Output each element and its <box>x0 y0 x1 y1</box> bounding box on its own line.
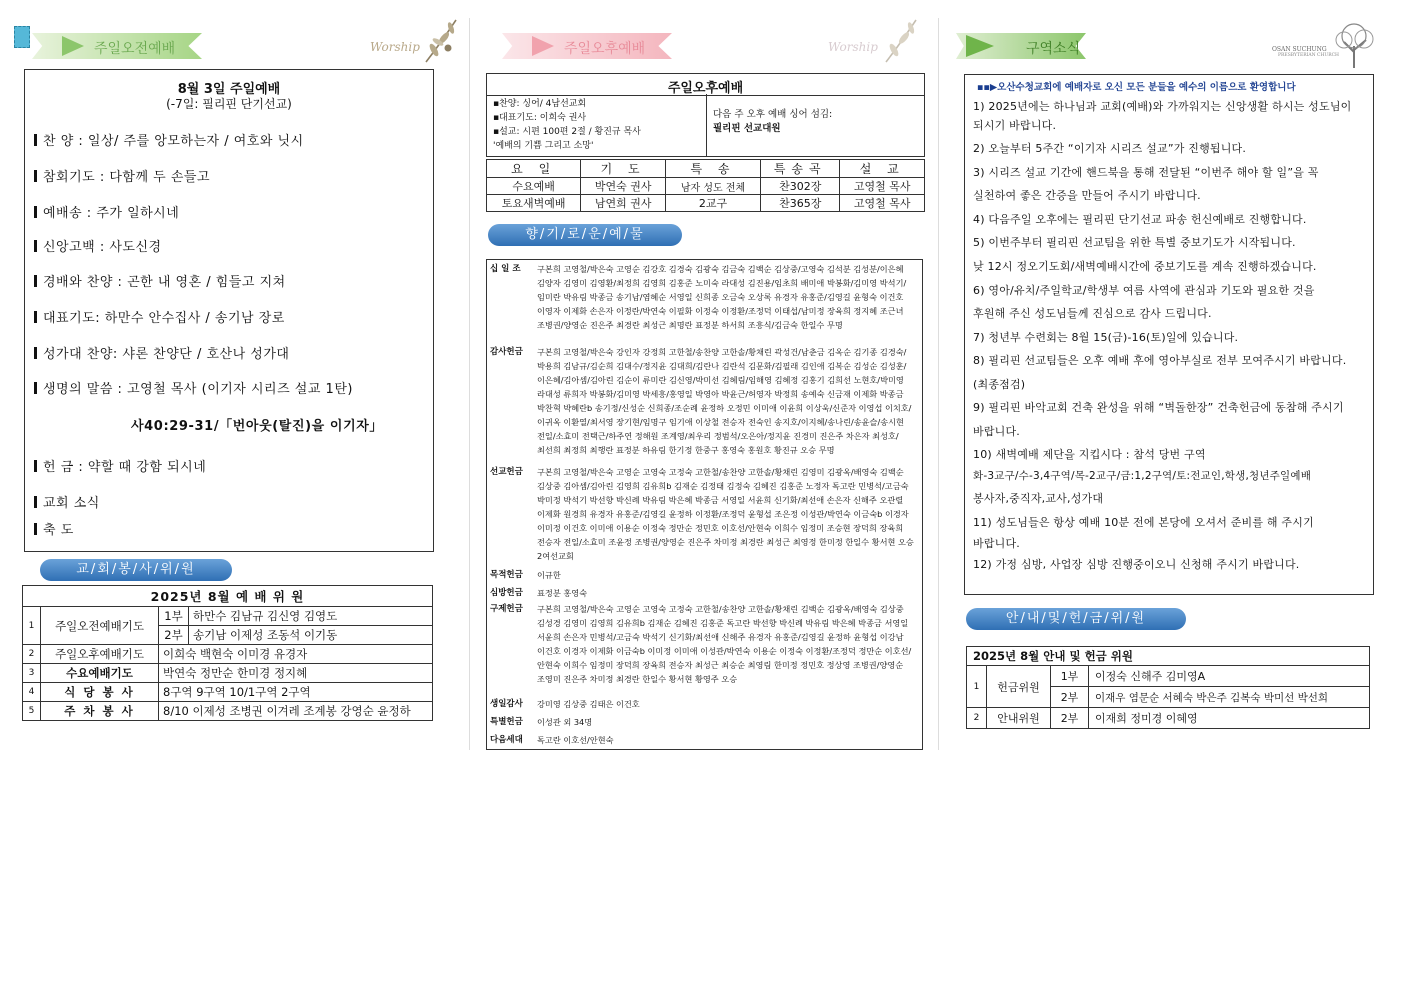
guide-committee-pill: 안/내/및/헌/금/위/원 <box>966 608 1186 630</box>
worship-word: Worship <box>828 40 878 54</box>
news-line: 바랍니다. <box>973 425 1021 438</box>
news-line: 되시기 바랍니다. <box>973 119 1057 132</box>
news-line: 5) 이번주부터 필리핀 선교팀을 위한 특별 중보기도가 시작됩니다. <box>973 236 1296 249</box>
table-header: 2025년 8월 안내 및 헌금 위원 <box>967 647 1370 666</box>
news-banner <box>956 30 1386 60</box>
news-line: 화-3교구/수-3,4구역/목-2교구/금:1,2구역/토:전교인,학생,청년주일예배 <box>973 470 1312 482</box>
news-line: 후원해 주신 성도님들께 진심으로 감사 드립니다. <box>973 307 1212 320</box>
order-item: 생명의 말씀 : 고영철 목사 (이기자 시리즈 설교 1탄) <box>34 378 353 397</box>
afternoon-details: ▪찬양: 싱어/ 4남선교회 ▪대표기도: 이희숙 권사 ▪설교: 시편 100편 2절 / 황진규 목사 '예배의 기쁨 그리고 소망' <box>487 94 707 157</box>
table-row: 1 헌금위원 1부 이정숙 신해주 김미영A <box>967 666 1370 687</box>
weekday-schedule-table <box>486 159 925 212</box>
news-line: 8) 필리핀 선교팀들은 오후 예배 후에 영아부실로 전부 모여주시기 바랍니다. <box>973 354 1347 367</box>
news-line: (최종점검) <box>973 378 1026 391</box>
table-row: 수요예배 박연숙 권사 남자 성도 전체 찬302장 고영철 목사 <box>487 178 925 195</box>
order-item: 신앙고백 : 사도신경 <box>34 236 162 255</box>
table-row: 2 안내위원 2부 이재희 정미경 이혜영 <box>967 708 1370 729</box>
worship-word: Worship <box>370 40 420 54</box>
guide-committee-table <box>966 646 1370 729</box>
page-tab-marker <box>14 26 30 48</box>
news-line: 6) 영아/유치/주일학교/학생부 여름 사역에 관심과 기도와 필요한 것을 <box>973 284 1315 297</box>
next-week-singer: 다음 주 오후 예배 싱어 섬김: 필리핀 선교대원 <box>713 109 833 134</box>
news-line: 9) 필리핀 바악교회 건축 완성을 위해 “벽돌한장” 건축헌금에 동참해 주시기 <box>973 401 1344 414</box>
table-row: 3 수요예배기도 박연숙 정만순 한미경 정지혜 <box>23 664 433 683</box>
welcome-message: ▪▪▶오산수청교회에 예배자로 오신 모든 분들을 예수의 이름으로 환영합니다 <box>977 82 1296 93</box>
order-item: 예배송 : 주가 일하시네 <box>34 202 179 221</box>
banner-leaf-icon <box>966 35 994 57</box>
order-item: 성가대 찬양: 샤론 찬양단 / 호산나 성가대 <box>34 343 289 362</box>
table-header: 2025년 8월 예 배 위 원 <box>23 586 433 607</box>
news-line: 봉사자,중직자,교사,성가대 <box>973 492 1104 505</box>
news-line: 11) 성도님들은 항상 예배 10분 전에 본당에 오셔서 준비를 해 주시기 <box>973 516 1314 529</box>
church-logo: OSAN SUCHUNG PRESBYTERIAN CHURCH <box>1272 20 1384 70</box>
afternoon-title: 주일오후예배 <box>487 77 924 96</box>
offering-list: 십 일 조 구본희 고영철/박은숙 고영순 김강호 김경숙 김광숙 김금숙 김백순 김상중/고영숙 김석분 김성분/이은혜 김양자 김영미 김영환/최정희 김영희 김홍준 노미숙 라대성 김진용/임초희 배미애 박봉화/김미영 박석기/임미란 박유림 박종금 송기남/염혜순 서영일 신희종 오금숙 오상록 유경자 유홍준/김영길 윤형숙 이건호 이영자 이제화 손은자 이정란/박연숙 이필화 이정숙 이정환/조정덕 이태섭/남미정 장육희 정지혜 조근녀 조병권/양영순 진은주 최경란 최성근 최명란 표정분 하서희 조흥식/김금숙 한일수 무명 감사헌금 구본희 고영철/박은숙 강인자 강정희 고한철/송찬양 고한솔/황채린 곽성건/남춘금 김옥순 김기종 김경숙/박용희 김남규/김순희 김대수/정지윤 김대희/김란나 김란석 김문화/김필래 김인애 김복순 김성순 김성훈/이은혜/김아셈/김아린 김순이 류미란 김신영/박미선 김혜림/임해영 김혜정 김홍기 김희선 노현호/박미영 라대성 류희자 박봉화/김미영 박세흥/홍영일 박영아 박윤근/허영자 박정희 송예숙 신금재 이제화 박종금 박찬혁 박혜란b 송기정/신성순 신희종/조순례 윤정하 오정민 이미애 이윤희 이상욱/신준자 이영섭 이치호/이귀옥 이환열/최서영 장기현/임명구 임기애 이상철 전승자 전숙인 송지호/이지혜/송나린/송윤슬/송시현 전일/소효미 전택근/하주연 정해원 조계영/최우리 정범석/오은아/정지윤 진경미 진은주 차은자 최성호/최선희 최정희 최행란 표정분 하유림 한기정 한중구 홍영숙 홍원호 황진규 오승 무명 선교헌금 구본희 고영철/박은숙 고영순 고영숙 고정숙 고한철/송찬양 고한솔/황채린 김영미 김광옥/배영숙 김백순 김상중 김아셈/김아린 김영희 김유희b 김재순 김정태 김정숙 김혜진 김홍준 노정자 독고란 민병석/고금숙 박미정 박석기 박선향 박신례 박유림 박은혜 박종금 서영일 서윤희 신기화/최선애 손은자 신해주 오관렬 이제화 원경희 유경자 유홍준/김영길 윤정하 이정환/조정덕 윤형섭 조은정 이성관/박연숙 이금숙b 이경자 이미정 이건호 이미애 이용순 이정숙 정만순 정민호 이호선/안현숙 이희수 임정미 조승현 장덕희 장육희 전승자 전일/소효미 조윤정 조병권/양영순 진은주 차미정 최경란 최성근 최영정 한미정 한일수 황서현 오승 2여선교회 목적헌금 이규한 심방헌금 표정분 홍영숙 구제헌금 구본희 고영철/박은숙 고영순 고영숙 고정숙 고한철/송찬양 고한솔/황채린 김백순 김광옥/배영숙 김상중 김성경 김영미 김영희 김유희b 김재순 김혜진 김홍준 독고란 박선향 박신례 박유림 박은혜 박종금 서영일 서윤희 손은자 민병석/고금숙 박석기 신기화/최선애 신해주 유경자 유홍준/김영길 윤정하 윤형섭 이강남 이건호 이경자 이제화 이금숙b 이미정 이미애 이성관/박연숙 이용순 이정숙 이정환/조정덕 정만순 이호선/안현숙 이희수 임정미 장덕희 장육희 전승자 최성근 최승순 최영림 한미정 정민호 정상영 조병권/양영순 조영미 진은주 차미정 최경란 한일수 황서현 황영주 오승 생일감사 강미영 김상중 김태은 이건호 특별헌금 이성관 외 34명 다음세대 독고란 이호선/안현숙 <box>486 259 923 750</box>
banner-leaf-icon <box>532 36 554 56</box>
table-row: 1 주일오전예배기도 1부 하만수 김남규 김신영 김영도 <box>23 607 433 626</box>
afternoon-banner <box>502 30 932 60</box>
news-line: 2) 오늘부터 5주간 “이기자 시리즈 설교”가 진행됩니다. <box>973 142 1247 155</box>
banner-title: 구역소식 <box>1026 41 1081 57</box>
news-line: 실천하여 좋은 간증을 만들어 주시기 바랍니다. <box>973 189 1201 202</box>
table-row: 2 주일오후예배기도 이희숙 백현숙 이미경 유경자 <box>23 645 433 664</box>
order-item: 경배와 찬양 : 곤한 내 영혼 / 힘들고 지쳐 <box>34 271 286 290</box>
order-item: 교회 소식 <box>34 492 100 511</box>
news-line: 12) 가정 심방, 사업장 심방 진행중이오니 신청해 주시기 바랍니다. <box>973 558 1300 571</box>
banner-leaf-icon <box>62 36 84 56</box>
morning-order-box <box>24 69 434 552</box>
news-line: 10) 새벽예배 제단을 지킵시다 : 참석 당번 구역 <box>973 448 1206 461</box>
morning-subtitle: (-7일: 필리핀 단기선교) <box>166 97 292 111</box>
news-line: 낮 12시 정오기도회/새벽예배시간에 중보기도를 계속 진행하겠습니다. <box>973 260 1317 273</box>
offering-pill: 향/기/로/운/예/물 <box>488 224 682 246</box>
church-news-box <box>964 74 1374 595</box>
order-item: 찬 양 : 일상/ 주를 앙모하는자 / 여호와 닛시 <box>34 130 304 149</box>
olive-sprig-icon <box>418 16 464 66</box>
table-row: 5 주 차 봉 사 8/10 이제성 조병권 이겨레 조계봉 강영순 윤정하 <box>23 702 433 721</box>
morning-banner <box>32 30 462 60</box>
order-item: 대표기도: 하만수 안수집사 / 송기남 장로 <box>34 307 285 326</box>
afternoon-box <box>486 73 925 157</box>
table-row: 4 식 당 봉 사 8구역 9구역 10/1구역 2구역 <box>23 683 433 702</box>
column-divider <box>469 18 470 750</box>
news-line: 7) 청년부 수련회는 8월 15(금)-16(토)일에 있습니다. <box>973 331 1239 344</box>
order-item: 헌 금 : 약할 때 강함 되시네 <box>34 456 206 475</box>
news-line: 바랍니다. <box>973 537 1021 550</box>
news-line: 4) 다음주일 오후에는 필리핀 단기선교 파송 헌신예배로 진행합니다. <box>973 213 1307 226</box>
tree-logo-icon <box>1324 20 1384 70</box>
table-header-row: 요 일 기 도 특 송 특송곡 설 교 <box>487 160 925 178</box>
banner-title: 주일오전예배 <box>94 41 176 57</box>
morning-title: 8월 3일 주일예배 <box>177 82 281 97</box>
banner-title: 주일오후예배 <box>564 41 646 57</box>
news-line: 3) 시리즈 설교 기간에 핸드북을 통해 전달된 “이번주 해야 할 일”을 꼭 <box>973 166 1319 179</box>
order-item: 축 도 <box>34 519 74 538</box>
scripture-reference: 사40:29-31/「번아웃(탈진)을 이기자」 <box>131 419 384 434</box>
table-row: 토요새벽예배 남연희 권사 2교구 찬365장 고영철 목사 <box>487 195 925 212</box>
news-line: 1) 2025년에는 하나님과 교회(예배)와 가까워지는 신앙생활 하시는 성도님이 <box>973 100 1352 113</box>
table-row: 2부 이재우 염문순 서혜숙 박은주 김복숙 박미선 박선희 <box>967 687 1370 708</box>
olive-sprig-icon <box>878 16 924 66</box>
order-item: 참회기도 : 다함께 두 손들고 <box>34 166 210 185</box>
service-committee-pill: 교/회/봉/사/위/원 <box>40 559 232 581</box>
column-divider <box>938 18 939 750</box>
service-committee-table <box>22 585 433 721</box>
table-row: 2부 송기남 이제성 조동석 이기동 <box>23 626 433 645</box>
